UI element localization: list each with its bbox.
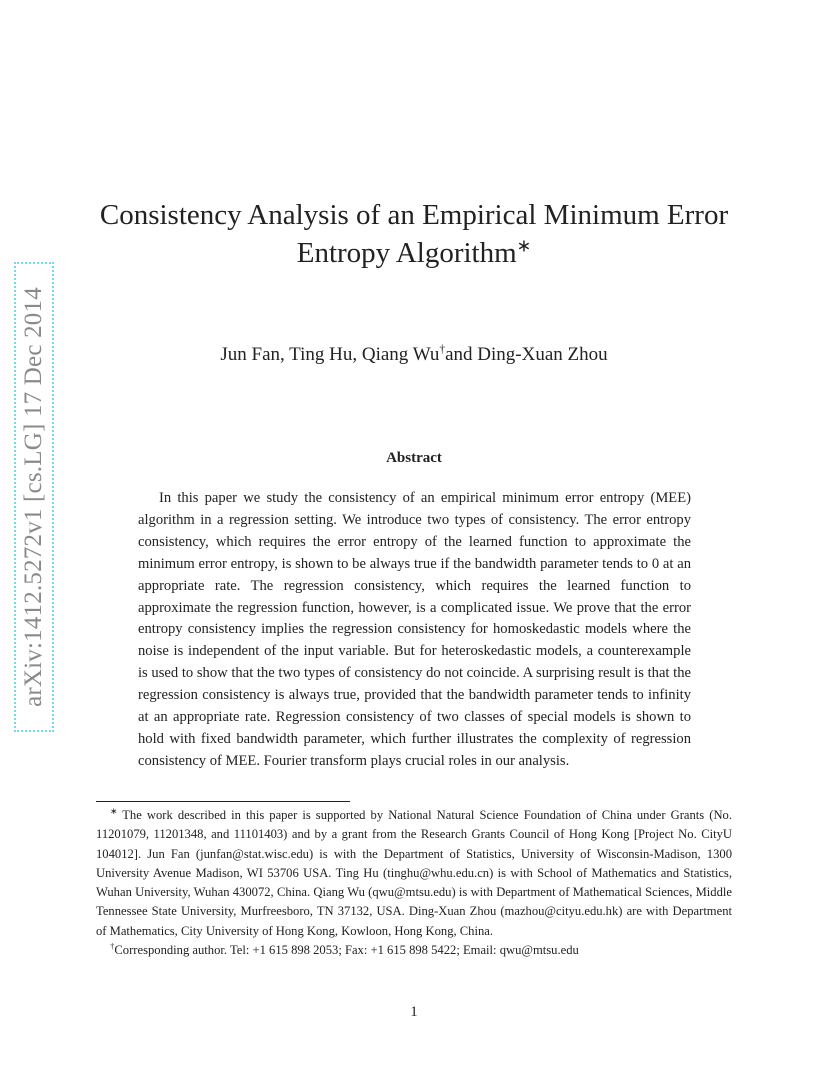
corresponding-footnote-marker: † — [110, 940, 115, 951]
funding-footnote — [96, 806, 732, 941]
authors-text: Jun Fan, Ting Hu, Qiang Wu — [220, 344, 440, 365]
title-line-2 — [90, 234, 738, 272]
corresponding-footnote — [96, 941, 732, 960]
page-number: 1 — [410, 1004, 418, 1020]
abstract-heading: Abstract — [386, 450, 442, 466]
corresponding-footnote-text: Corresponding author. Tel: +1 615 898 2053; Fax: +1 615 898 5422; Email: qwu@mtsu.edu — [114, 943, 579, 958]
arxiv-watermark — [14, 262, 54, 732]
authors-rest: and Ding-Xuan Zhou — [445, 344, 608, 365]
funding-footnote-marker: ∗ — [110, 805, 118, 816]
paper-title — [90, 196, 738, 272]
arxiv-identifier: arXiv:1412.5272v1 [cs.LG] 17 Dec 2014 — [20, 287, 47, 707]
abstract-body: In this paper we study the consistency of an empirical minimum error entropy (MEE) algorithm in a regression setting. We introduce two types of consistency. The error entropy consistency, which requires the error entropy of the learned function to approximate the minimum error entropy, is shown to be always true if the bandwidth parameter tends to 0 at an appropriate rate. The regression consistency, which requires the learned function to approximate the regression function, however, is a complicated issue. We prove that the error entropy consistency implies the regression consistency for homoskedastic models where the noise is independent of the input variable. But for heteroskedastic models, a counterexample is used to show that the two types of consistency do not coincide. A surprising result is that the regression consistency is always true, provided that the bandwidth parameter tends to infinity at an appropriate rate. Regression consistency of two classes of special models is shown to hold with fixed bandwidth parameter, which further illustrates the complexity of regression consistency of MEE. Fourier transform plays crucial roles in our analysis. — [138, 490, 691, 769]
title-line-2-text: Entropy Algorithm — [296, 237, 517, 269]
footnote-divider — [96, 801, 350, 802]
author-list — [90, 344, 738, 366]
title-line-1: Consistency Analysis of an Empirical Minimum Error — [99, 199, 729, 231]
corresponding-author-marker: † — [439, 343, 446, 356]
funding-footnote-text: The work described in this paper is supported by National Natural Science Foundation of China under Grants (No. 11201079, 11201348, and 11101403) and by a grant from the Research Grants Council of Hong Kong [Project No. CityU 104012]. Jun Fan (junfan@stat.wisc.edu) is with the Department of Statistics, University of Wisconsin-Madison, 1300 University Avenue Madison, WI 53706 USA. Ting Hu (tinghu@whu.edu.cn) is with School of Mathematics and Statistics, Wuhan University, Wuhan 430072, China. Qiang Wu (qwu@mtsu.edu) is with Department of Mathematical Sciences, Middle Tennessee State University, Murfreesboro, TN 37132, USA. Ding-Xuan Zhou (mazhou@cityu.edu.hk) are with Department of Mathematics, City University of Hong Kong, Kowloon, Hong Kong, China. — [96, 808, 732, 938]
footnotes — [96, 806, 732, 960]
title-footnote-marker: ∗ — [516, 235, 532, 256]
